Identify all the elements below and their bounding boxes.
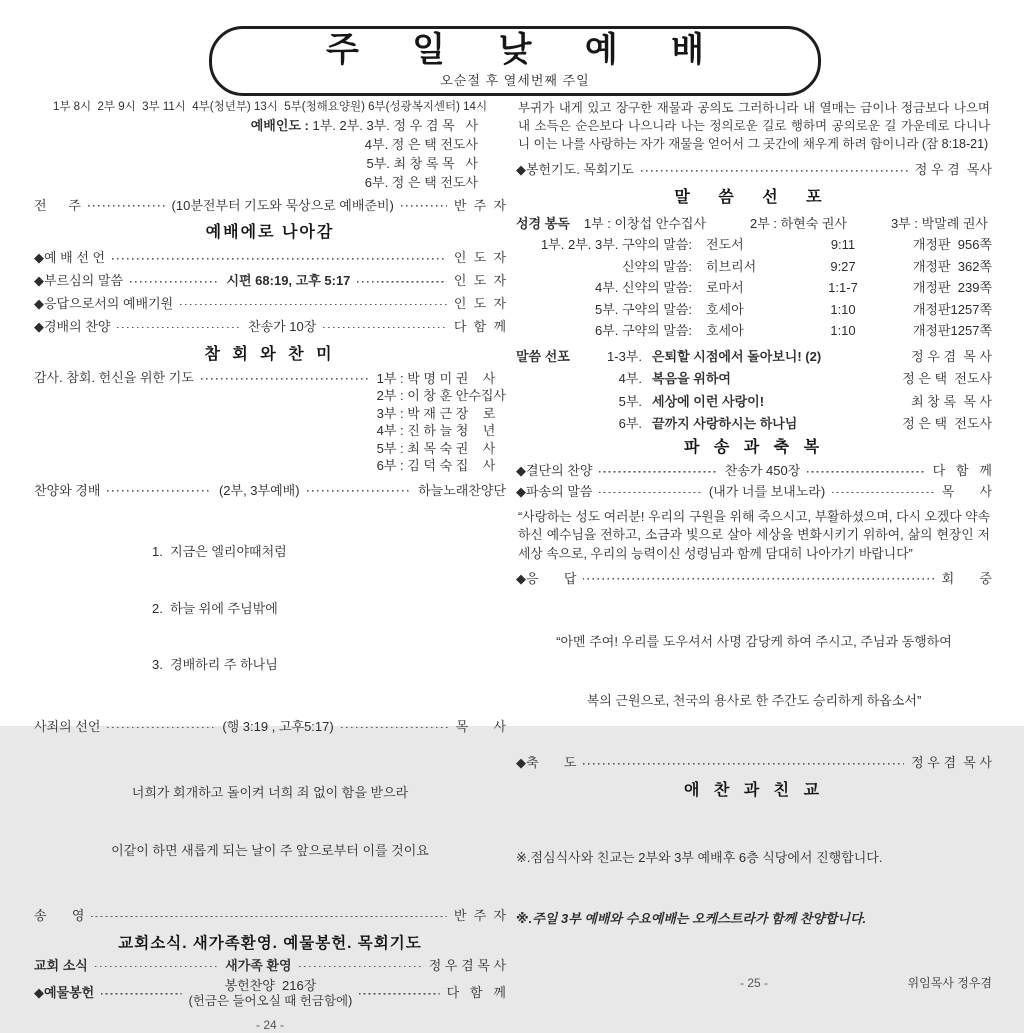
verse-line: 너희가 회개하고 돌이켜 너희 죄 없이 함을 받으라 bbox=[131, 784, 409, 800]
reading-ref: 9:11 bbox=[830, 237, 856, 253]
reading-ref: 1:10 bbox=[830, 322, 856, 338]
row-label: ◆경배의 찬양 bbox=[34, 318, 111, 334]
reading-part: 6부. 구약의 말씀: bbox=[594, 322, 692, 338]
worship-leader-line bbox=[34, 118, 506, 135]
row-center: 찬송가 450장 bbox=[724, 463, 801, 479]
response-right: 회 중 bbox=[941, 570, 992, 586]
reading-part: 4부. 신약의 말씀: bbox=[594, 280, 692, 296]
reading-ref: 1:10 bbox=[830, 301, 856, 317]
benediction-right: 정 우 겸 목 사 bbox=[911, 755, 992, 771]
prayer-person: 1부 : 박 명 미 권 사 bbox=[376, 370, 496, 386]
prayer-person: 4부 : 진 하 늘 청 년 bbox=[376, 423, 496, 439]
row-center: 시편 68:19, 고후 5:17 bbox=[226, 273, 351, 289]
sermon-part: 6부. bbox=[618, 415, 642, 431]
page-left bbox=[34, 100, 506, 1033]
news-label: 교회 소식 bbox=[34, 957, 88, 973]
reading-ref: 1:1-7 bbox=[828, 280, 858, 296]
offering-prayer-label: ◆봉헌기도. 목회기도 bbox=[516, 162, 634, 178]
section-heading-sending: 파 송 과 축 복 bbox=[683, 439, 825, 457]
order-row bbox=[34, 273, 506, 290]
reading-row bbox=[516, 302, 992, 319]
praise-row bbox=[34, 483, 506, 500]
dotted-leader bbox=[583, 578, 934, 580]
prelude-right: 반 주 자 bbox=[453, 197, 506, 213]
sermon-part: 4부. bbox=[618, 371, 642, 387]
song-list bbox=[34, 506, 506, 713]
order-row bbox=[34, 296, 506, 313]
dotted-leader bbox=[299, 965, 422, 967]
reading-page: 개정판1257쪽 bbox=[912, 322, 992, 338]
commitment-hymn-row bbox=[516, 463, 992, 480]
reading-row bbox=[516, 323, 992, 340]
reader-item: 3부 : 박말례 권사 bbox=[890, 215, 988, 231]
note-line: ※.점심식사와 친교는 2부와 3부 예배후 6층 식당에서 진행합니다. bbox=[516, 850, 883, 866]
dotted-leader bbox=[130, 281, 219, 283]
reading-ref: 9:27 bbox=[830, 258, 856, 274]
dotted-leader bbox=[101, 993, 181, 995]
note-line-emphasis: ※.주일 3부 예배와 수요예배는 오케스트라가 함께 찬양합니다. bbox=[516, 910, 867, 926]
reading-part: 1부. 2부. 3부. 구약의 말씀: bbox=[540, 237, 692, 253]
section-heading-approach: 예배에로 나아감 bbox=[205, 224, 335, 242]
worship-leader-3: 6부. 정 은 택 전도사 bbox=[364, 174, 478, 190]
row-label: ◆파송의 말씀 bbox=[516, 484, 593, 500]
absolution-right: 목 사 bbox=[455, 719, 507, 734]
offering-center bbox=[189, 978, 353, 1010]
sermon-label: 말씀 선포 bbox=[516, 348, 570, 364]
reading-book: 전도서 bbox=[706, 237, 744, 253]
scripture-readers-row bbox=[516, 216, 992, 233]
dotted-leader bbox=[112, 258, 447, 260]
sermon-preacher: 최 창 록 목 사 bbox=[911, 393, 992, 409]
dotted-leader bbox=[88, 205, 165, 207]
worship-leader-0: 1부. 2부. 3부. 정 우 겸 목 사 bbox=[312, 117, 478, 133]
dotted-leader bbox=[117, 326, 241, 328]
doxology-right: 반 주 자 bbox=[453, 907, 506, 923]
row-right: 다 함 께 bbox=[453, 318, 506, 334]
song-item: 2. 하늘 위에 주님밖에 bbox=[152, 600, 278, 616]
dotted-leader bbox=[107, 726, 215, 728]
praise-center: (2부, 3부예배) bbox=[218, 482, 300, 498]
scripture-verse bbox=[34, 744, 506, 900]
dotted-leader bbox=[95, 965, 218, 967]
row-center: 찬송가 10장 bbox=[247, 318, 317, 334]
right-footer bbox=[516, 976, 992, 992]
prelude-center: (10분전부터 기도와 묵상으로 예배준비) bbox=[171, 197, 394, 213]
church-news-row bbox=[34, 958, 506, 975]
absolution-label: 사죄의 선언 bbox=[34, 719, 101, 734]
prayer-person: 3부 : 박 재 근 장 로 bbox=[376, 405, 496, 421]
reading-row bbox=[516, 280, 992, 297]
dotted-leader bbox=[641, 170, 908, 172]
sermon-part: 1-3부. bbox=[607, 348, 642, 364]
offering-right: 다 함 께 bbox=[446, 985, 506, 1001]
song-item: 1. 지금은 엘리야때처럼 bbox=[152, 544, 287, 560]
offering-prayer-row bbox=[516, 162, 992, 179]
dotted-leader bbox=[832, 491, 934, 493]
sermon-title: 은퇴할 시점에서 돌아보니! (2) bbox=[652, 348, 822, 364]
prelude-label: 전 주 bbox=[34, 197, 81, 213]
dotted-leader bbox=[307, 490, 412, 492]
prelude-row bbox=[34, 198, 506, 215]
charge-quote: “사랑하는 성도 여러분! 우리의 구원을 위해 죽으시고, 부활하셨으며, 다시 오겠다 약속하신 예수님을 전하고, 소금과 빛으로 살아 세상을 변화시키기 위하여, 삶의 현장인 저 세상 속으로, 우리의 능력이신 성령님과 함께 담대히 나아가기 바랍니다” bbox=[518, 508, 990, 562]
response-row bbox=[516, 571, 992, 588]
response-line: “아멘 주여! 우리를 도우셔서 사명 감당케 하여 주시고, 주님과 동행하여 bbox=[556, 634, 952, 650]
sending-word-row bbox=[516, 484, 992, 501]
dotted-leader bbox=[341, 726, 449, 728]
row-label: ◆부르심의 말씀 bbox=[34, 273, 123, 289]
absolution-center: (행 3:19 , 고후5:17) bbox=[222, 719, 334, 734]
response-line: 복의 근원으로, 천국의 용사로 한 주간도 승리하게 하옵소서” bbox=[586, 692, 922, 708]
prayer-person: 6부 : 김 덕 숙 집 사 bbox=[376, 458, 496, 474]
reading-page: 개정판 362쪽 bbox=[912, 258, 992, 274]
dotted-leader bbox=[599, 491, 701, 493]
reading-page: 개정판 956쪽 bbox=[912, 237, 992, 253]
reader-item: 2부 : 하현숙 권사 bbox=[749, 215, 847, 231]
prayer-person: 5부 : 최 목 숙 권 사 bbox=[376, 440, 496, 456]
reading-book: 히브리서 bbox=[706, 258, 757, 274]
worship-leader-1: 4부. 정 은 택 전도사 bbox=[364, 136, 478, 152]
row-label: ◆결단의 찬양 bbox=[516, 463, 593, 479]
benediction-label: ◆축 도 bbox=[516, 755, 577, 771]
dotted-leader bbox=[599, 471, 717, 473]
benediction-row bbox=[516, 755, 992, 772]
reading-book: 로마서 bbox=[706, 280, 744, 296]
offering-note: (헌금은 들어오실 때 헌금함에) bbox=[188, 994, 353, 1009]
dotted-leader bbox=[107, 490, 212, 492]
row-center: (내가 너를 보내노라) bbox=[708, 484, 826, 500]
reading-book: 호세아 bbox=[706, 301, 744, 317]
offering-hymn: 봉헌찬양 216장 bbox=[224, 977, 317, 993]
offering-label: ◆예물봉헌 bbox=[34, 985, 95, 1001]
reading-page: 개정판 239쪽 bbox=[912, 280, 992, 296]
response-quote bbox=[516, 593, 992, 749]
dotted-leader bbox=[357, 281, 446, 283]
prayer-label: 감사. 참회. 헌신을 위한 기도 bbox=[34, 369, 194, 385]
bulletin-subtitle: 오순절 후 열세번째 주일 bbox=[440, 72, 590, 88]
row-right: 다 함 께 bbox=[932, 463, 992, 479]
order-row bbox=[34, 250, 506, 267]
prayer-people-list bbox=[377, 370, 506, 475]
song-item: 3. 경배하리 주 하나님 bbox=[152, 657, 278, 673]
reading-part: 5부. 구약의 말씀: bbox=[594, 301, 692, 317]
sermon-row bbox=[516, 371, 992, 388]
absolution-row bbox=[34, 719, 506, 736]
offering-prayer-right: 정 우 겸 목사 bbox=[914, 162, 992, 178]
dotted-leader bbox=[91, 915, 446, 917]
sermon-row bbox=[516, 416, 992, 433]
dotted-leader bbox=[807, 471, 925, 473]
dotted-leader bbox=[401, 205, 447, 207]
sermon-preacher: 정 우 겸 목 사 bbox=[911, 348, 992, 364]
sermon-row bbox=[516, 349, 992, 366]
section-heading-fellowship: 애 찬 과 친 교 bbox=[683, 782, 825, 800]
title-box bbox=[209, 26, 821, 96]
prayer-row bbox=[34, 370, 506, 475]
sermon-title: 복음을 위하여 bbox=[652, 371, 731, 387]
praise-label: 찬양와 경배 bbox=[34, 482, 101, 498]
row-right: 인 도 자 bbox=[453, 273, 507, 289]
page-number-right: - 25 - bbox=[739, 976, 768, 991]
reading-page: 개정판1257쪽 bbox=[912, 301, 992, 317]
order-row bbox=[34, 319, 506, 336]
prayer-person: 2부 : 이 창 훈 안수집사 bbox=[376, 388, 506, 404]
row-right: 목 사 bbox=[941, 484, 993, 500]
dotted-leader bbox=[583, 763, 904, 765]
row-label: ◆예 배 선 언 bbox=[34, 250, 106, 266]
doxology-row bbox=[34, 908, 506, 925]
sermon-preacher: 정 은 택 전도사 bbox=[902, 371, 992, 387]
offering-row bbox=[34, 978, 506, 1010]
news-center: 새가족 환영 bbox=[225, 957, 292, 973]
readers-list bbox=[570, 216, 992, 233]
readers-label: 성경 봉독 bbox=[516, 215, 570, 231]
doxology-label: 송 영 bbox=[34, 907, 85, 923]
news-right: 정 우 겸 목 사 bbox=[428, 957, 507, 973]
announcement-notes bbox=[516, 808, 992, 969]
sermon-preacher: 정 은 택 전도사 bbox=[902, 415, 992, 431]
dotted-leader bbox=[201, 378, 370, 380]
page-number-left: - 24 - bbox=[255, 1017, 284, 1032]
row-right: 인 도 자 bbox=[453, 250, 506, 266]
row-label: ◆응답으로서의 예배기원 bbox=[34, 295, 174, 311]
reading-row bbox=[516, 237, 992, 254]
section-heading-proclamation: 말 씀 선 포 bbox=[674, 189, 834, 207]
reading-part: 신약의 말씀: bbox=[621, 258, 692, 274]
dotted-leader bbox=[180, 303, 447, 305]
pastor-signature: 위임목사 정우겸 bbox=[907, 976, 992, 991]
dotted-leader bbox=[323, 326, 447, 328]
worship-leader-2: 5부. 최 창 록 목 사 bbox=[366, 155, 478, 171]
intro-verse: 부귀가 내게 있고 장구한 재물과 공의도 그러하니라 내 열매는 금이나 정금보다 나으며 내 소득은 순은보다 나으니라 나는 정의로운 길로 행하며 공의로운 길 가운데로 다니나니 이는 나를 사랑하는 자가 재물을 얻어서 그 곳간에 채우게 하려 함이니라 (잠 8:18-21) bbox=[518, 101, 990, 151]
sermon-part: 5부. bbox=[618, 393, 642, 409]
dotted-leader bbox=[359, 993, 439, 995]
bulletin-title: 주 일 낮 예 배 bbox=[325, 31, 704, 70]
reading-row bbox=[516, 259, 992, 276]
verse-line: 이같이 하면 새롭게 되는 날이 주 앞으로부터 이를 것이요 bbox=[111, 843, 429, 859]
row-right: 인 도 자 bbox=[453, 295, 506, 311]
section-heading-repentance: 참 회 와 찬 미 bbox=[204, 345, 336, 363]
service-schedule: 1부 8시 2부 9시 3부 11시 4부(청년부) 13시 5부(청해요양원) 6부(성광복지센터) 14시 bbox=[52, 101, 488, 113]
sermon-title: 세상에 이런 사랑이! bbox=[652, 393, 765, 409]
response-label: ◆응 답 bbox=[516, 570, 577, 586]
praise-right: 하늘노래찬양단 bbox=[418, 482, 507, 498]
reader-item: 1부 : 이창섭 안수집사 bbox=[583, 215, 707, 231]
page-right bbox=[516, 100, 992, 992]
sermon-title: 끝까지 사랑하시는 하나님 bbox=[652, 415, 798, 431]
reading-book: 호세아 bbox=[706, 322, 744, 338]
sermon-row bbox=[516, 394, 992, 411]
section-heading-news: 교회소식. 새가족환영. 예물봉헌. 목회기도 bbox=[118, 934, 422, 952]
worship-leader-label: 예배인도 : bbox=[250, 117, 313, 133]
